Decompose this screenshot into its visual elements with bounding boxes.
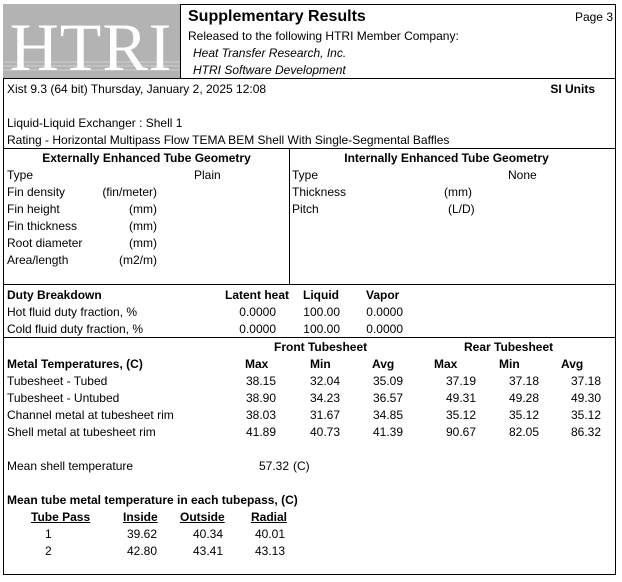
mean-shell-value: 57.32 (258, 459, 289, 473)
metal-value: 41.89 (245, 425, 276, 439)
hot-duty-latent: 0.0000 (239, 305, 276, 319)
metal-value: 34.85 (372, 408, 403, 422)
geometry-divider (289, 148, 290, 284)
mean-shell-label: Mean shell temperature (7, 459, 134, 473)
page-number: Page 3 (574, 10, 613, 24)
department-name: HTRI Software Development (193, 63, 346, 77)
metal-value: 36.57 (372, 391, 403, 405)
metal-value: 40.73 (309, 425, 340, 439)
hot-duty-vapor: 0.0000 (366, 305, 403, 319)
metal-value: 37.18 (570, 374, 601, 388)
metal-value: 37.18 (508, 374, 539, 388)
external-geometry-title: Externally Enhanced Tube Geometry (42, 151, 251, 165)
col-rear-min: Min (499, 357, 520, 371)
col-front-avg: Avg (372, 357, 395, 371)
fin-thickness-label: Fin thickness (7, 219, 78, 233)
header-bottom-rule (3, 78, 616, 79)
metal-row-label: Tubesheet - Untubed (7, 391, 120, 405)
metal-value: 38.90 (245, 391, 276, 405)
metal-value: 90.67 (445, 425, 476, 439)
pitch-unit: (L/D) (448, 202, 475, 216)
tubepass-col-outside: Outside (180, 510, 225, 524)
internal-geometry-title: Internally Enhanced Tube Geometry (344, 151, 549, 165)
metal-temps-title: Metal Temperatures, (C) (7, 357, 143, 371)
metal-value: 37.19 (445, 374, 476, 388)
external-type-value: Plain (194, 168, 221, 182)
pitch-label: Pitch (292, 202, 319, 216)
rear-tubesheet-header: Rear Tubesheet (464, 340, 554, 354)
cold-duty-liquid: 100.00 (303, 322, 340, 336)
geometry-bottom-rule (3, 284, 616, 285)
duty-col-liquid: Liquid (303, 288, 339, 302)
tubepass-outside: 43.41 (192, 544, 223, 558)
col-front-min: Min (310, 357, 331, 371)
duty-col-latent: Latent heat (225, 288, 290, 302)
metal-value: 49.28 (508, 391, 539, 405)
mean-shell-unit: (C) (293, 459, 310, 473)
tubepass-number: 2 (45, 544, 52, 558)
metal-value: 82.05 (508, 425, 539, 439)
metal-value: 35.09 (372, 374, 403, 388)
cold-duty-vapor: 0.0000 (366, 322, 403, 336)
cold-duty-label: Cold fluid duty fraction, % (7, 322, 144, 336)
tubepass-inside: 42.80 (126, 544, 157, 558)
root-diameter-label: Root diameter (7, 236, 83, 250)
fin-thickness-unit: (mm) (129, 219, 157, 233)
area-length-label: Area/length (7, 253, 69, 267)
fin-density-label: Fin density (7, 185, 66, 199)
tubepass-col-radial: Radial (251, 510, 288, 524)
fin-height-label: Fin height (7, 202, 60, 216)
tubepass-outside: 40.34 (192, 527, 223, 541)
htri-logo-graphic (3, 4, 180, 78)
report-title: Supplementary Results (188, 8, 366, 25)
version-date: Xist 9.3 (64 bit) Thursday, January 2, 2025 12:08 (7, 82, 267, 96)
metal-row-label: Shell metal at tubesheet rim (7, 425, 156, 439)
geometry-top-rule (3, 148, 616, 149)
cold-duty-latent: 0.0000 (239, 322, 276, 336)
metal-value: 49.31 (445, 391, 476, 405)
exchanger-name: Liquid-Liquid Exchanger : Shell 1 (7, 116, 183, 130)
fin-height-unit: (mm) (129, 202, 157, 216)
front-tubesheet-header: Front Tubesheet (274, 340, 368, 354)
htri-logo (3, 4, 180, 78)
fin-density-unit: (fin/meter) (102, 185, 157, 199)
metal-row-label: Channel metal at tubesheet rim (7, 408, 174, 422)
metal-value: 35.12 (570, 408, 601, 422)
thickness-label: Thickness (292, 185, 347, 199)
metal-value: 32.04 (309, 374, 340, 388)
tubepass-col-pass: Tube Pass (31, 510, 91, 524)
duty-title: Duty Breakdown (7, 288, 102, 302)
metal-value: 31.67 (309, 408, 340, 422)
metal-value: 49.30 (570, 391, 601, 405)
htri-logo-text: HTRI (9, 9, 173, 78)
tubepass-radial: 40.01 (254, 527, 285, 541)
tubepass-inside: 39.62 (126, 527, 157, 541)
internal-type-label: Type (292, 168, 319, 182)
tubepass-number: 1 (45, 527, 52, 541)
header-divider (180, 4, 181, 79)
root-diameter-unit: (mm) (129, 236, 157, 250)
units-label: SI Units (550, 82, 595, 96)
duty-bottom-rule (3, 337, 616, 338)
hot-duty-label: Hot fluid duty fraction, % (7, 305, 138, 319)
released-line: Released to the following HTRI Member Company: (188, 29, 459, 43)
metal-value: 35.12 (445, 408, 476, 422)
metal-value: 35.12 (508, 408, 539, 422)
company-name: Heat Transfer Research, Inc. (193, 46, 347, 60)
thickness-unit: (mm) (444, 185, 472, 199)
col-rear-avg: Avg (561, 357, 584, 371)
internal-type-value: None (508, 168, 537, 182)
metal-value: 34.23 (309, 391, 340, 405)
metal-row-label: Tubesheet - Tubed (7, 374, 108, 388)
tubepass-title: Mean tube metal temperature in each tubepass, (C) (7, 493, 298, 507)
metal-value: 41.39 (372, 425, 403, 439)
external-type-label: Type (7, 168, 34, 182)
metal-value: 38.15 (245, 374, 276, 388)
col-rear-max: Max (434, 357, 458, 371)
tubepass-radial: 43.13 (254, 544, 285, 558)
tubepass-col-inside: Inside (123, 510, 158, 524)
metal-value: 86.32 (570, 425, 601, 439)
hot-duty-liquid: 100.00 (303, 305, 340, 319)
rating-description: Rating - Horizontal Multipass Flow TEMA BEM Shell With Single-Segmental Baffles (7, 133, 450, 147)
area-length-unit: (m2/m) (119, 253, 157, 267)
col-front-max: Max (245, 357, 269, 371)
duty-col-vapor: Vapor (366, 288, 400, 302)
metal-value: 38.03 (245, 408, 276, 422)
